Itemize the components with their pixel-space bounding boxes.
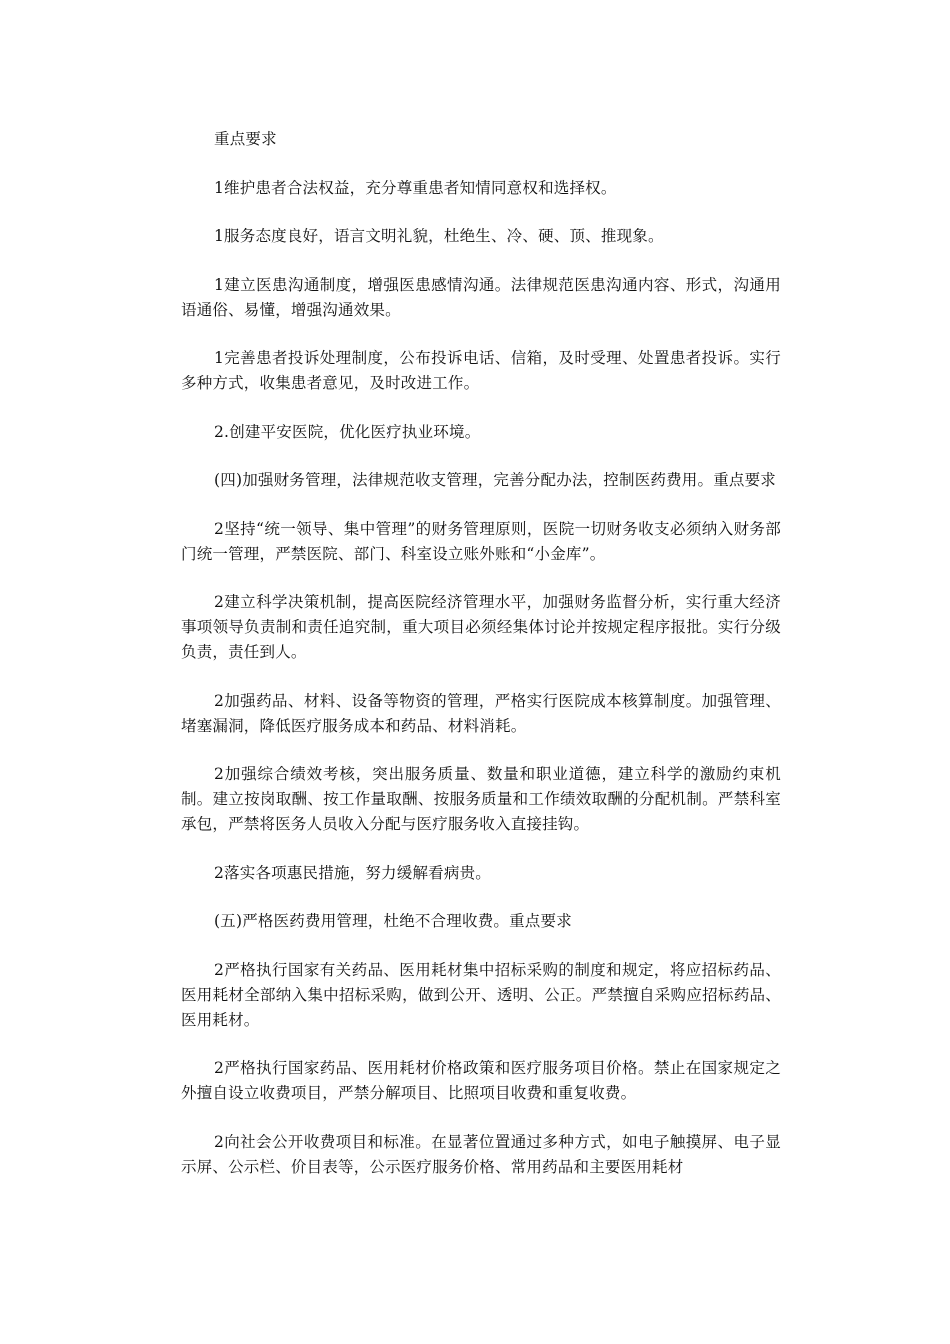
paragraph-7: (四)加强财务管理，法律规范收支管理，完善分配办法，控制医药费用。重点要求 (214, 471, 776, 489)
paragraph-15: 2严格执行国家药品、医用耗材价格政策和医疗服务项目价格。禁止在国家规定之外擅自设立收费项目，严禁分解项目、比照项目收费和重复收费。 (181, 1059, 781, 1102)
paragraph-10: 2加强药品、材料、设备等物资的管理，严格实行医院成本核算制度。加强管理、堵塞漏洞，降低医疗服务成本和药品、材料消耗。 (181, 691, 781, 735)
paragraph-11: 2加强综合绩效考核，突出服务质量、数量和职业道德，建立科学的激励约束机制。建立按岗取酬、按工作量取酬、按服务质量和工作绩效取酬的分配机制。严禁科室承包，严禁将医务人员收入分配与医疗服务收入直接挂钩。 (181, 765, 781, 833)
paragraph-6: 2.创建平安医院，优化医疗执业环境。 (214, 422, 481, 441)
paragraph-13: (五)严格医药费用管理，杜绝不合理收费。重点要求 (214, 912, 572, 930)
paragraph-4: 1建立医患沟通制度，增强医患感情沟通。法律规范医患沟通内容、形式，沟通用语通俗、易懂，增强沟通效果。 (181, 275, 781, 319)
paragraph-5: 1完善患者投诉处理制度，公布投诉电话、信箱，及时受理、处置患者投诉。实行多种方式，收集患者意见，及时改进工作。 (181, 349, 781, 392)
paragraph-14: 2严格执行国家有关药品、医用耗材集中招标采购的制度和规定，将应招标药品、医用耗材全部纳入集中招标采购，做到公开、透明、公正。严禁擅自采购应招标药品、医用耗材。 (181, 960, 781, 1029)
document-body (181, 127, 781, 1203)
paragraph-8: 2坚持“统一领导、集中管理”的财务管理原则，医院一切财务收支必须纳入财务部门统一管理，严禁医院、部门、科室设立账外账和“小金库”。 (181, 519, 781, 563)
paragraph-2: 1维护患者合法权益，充分尊重患者知情同意权和选择权。 (214, 178, 617, 197)
paragraph-9: 2建立科学决策机制，提高医院经济管理水平，加强财务监督分析，实行重大经济事项领导负责制和责任追究制，重大项目必须经集体讨论并按规定程序报批。实行分级负责，责任到人。 (181, 593, 781, 661)
paragraph-1: 重点要求 (214, 130, 277, 148)
paragraph-16: 2向社会公开收费项目和标准。在显著位置通过多种方式，如电子触摸屏、电子显示屏、公示栏、价目表等，公示医疗服务价格、常用药品和主要医用耗材 (181, 1132, 781, 1176)
paragraph-3: 1服务态度良好，语言文明礼貌，杜绝生、冷、硬、顶、推现象。 (214, 227, 664, 245)
paragraph-12: 2落实各项惠民措施，努力缓解看病贵。 (214, 863, 491, 882)
